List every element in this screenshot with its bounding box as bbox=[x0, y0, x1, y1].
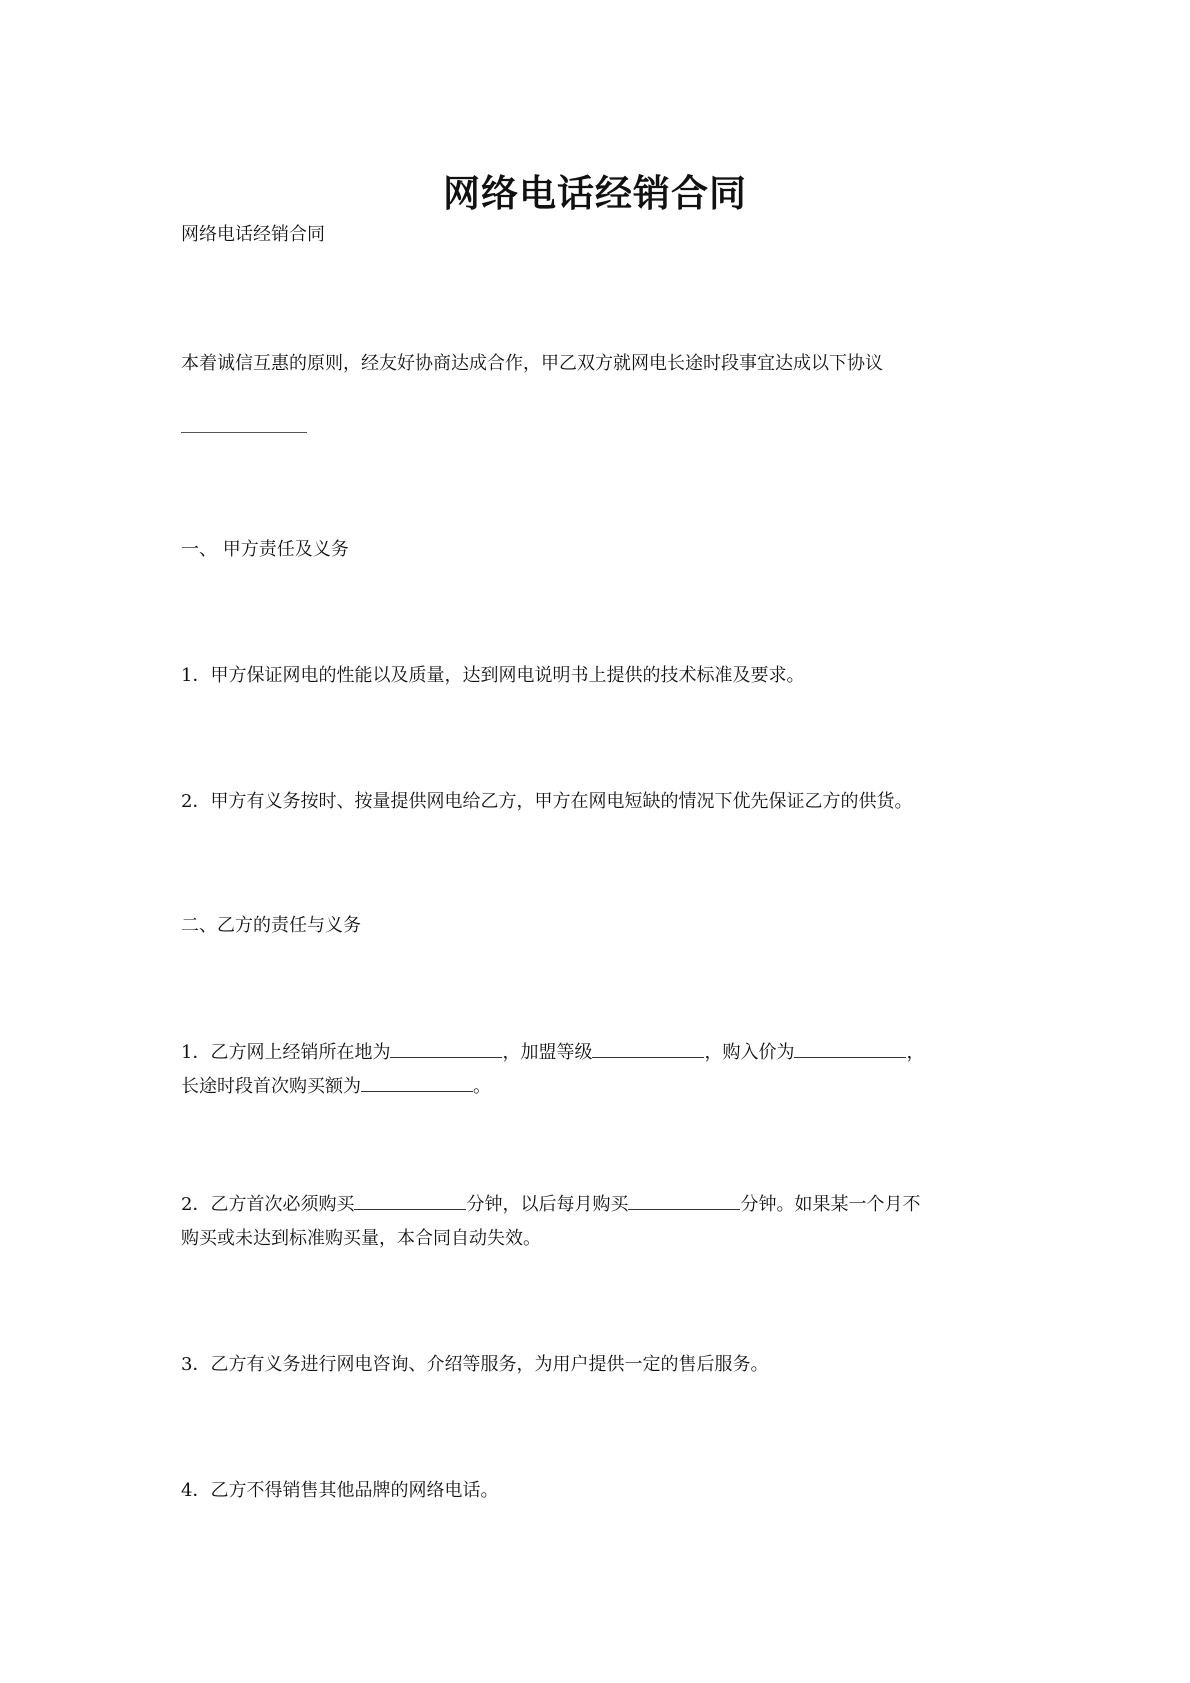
section2-heading: 二、乙方的责任与义务 bbox=[181, 915, 361, 936]
item2-text-b: 分钟，以后每月购买 bbox=[466, 1194, 629, 1215]
level-blank bbox=[592, 1039, 704, 1058]
section1-heading: 一、 甲方责任及义务 bbox=[181, 539, 349, 560]
item1-text-a: 1．乙方网上经销所在地为 bbox=[181, 1042, 391, 1063]
first-minutes-blank bbox=[354, 1191, 466, 1210]
section1-item-1: 1．甲方保证网电的性能以及质量，达到网电说明书上提供的技术标准及要求。 bbox=[181, 665, 805, 686]
price-blank bbox=[794, 1039, 906, 1058]
item2-text-c: 分钟。如果某一个月不 bbox=[740, 1194, 921, 1215]
section2-item-4: 4．乙方不得销售其他品牌的网络电话。 bbox=[181, 1480, 499, 1501]
section1-item-2: 2．甲方有义务按时、按量提供网电给乙方，甲方在网电短缺的情况下优先保证乙方的供货。 bbox=[181, 791, 913, 812]
intro-blank-line bbox=[181, 432, 307, 433]
document-subtitle: 网络电话经销合同 bbox=[181, 224, 325, 245]
item1-text-e: 长途时段首次购买额为 bbox=[181, 1076, 361, 1097]
item2-text-d: 购买或未达到标准购买量，本合同自动失效。 bbox=[181, 1228, 541, 1249]
monthly-minutes-blank bbox=[628, 1191, 740, 1210]
item2-text-a: 2．乙方首次必须购买 bbox=[181, 1194, 355, 1215]
location-blank bbox=[390, 1039, 502, 1058]
section2-item-1 bbox=[181, 1036, 924, 1104]
first-purchase-blank bbox=[361, 1073, 473, 1092]
item1-text-f: 。 bbox=[473, 1076, 491, 1097]
item1-text-d: ， bbox=[906, 1042, 925, 1063]
intro-paragraph: 本着诚信互惠的原则，经友好协商达成合作，甲乙双方就网电长途时段事宜达成以下协议 bbox=[181, 353, 883, 374]
section2-item-3: 3．乙方有义务进行网电咨询、介绍等服务，为用户提供一定的售后服务。 bbox=[181, 1354, 769, 1375]
item1-text-b: ，加盟等级 bbox=[502, 1042, 593, 1063]
document-title: 网络电话经销合同 bbox=[443, 172, 747, 215]
item1-text-c: ，购入价为 bbox=[704, 1042, 795, 1063]
section2-item-2 bbox=[181, 1188, 920, 1256]
